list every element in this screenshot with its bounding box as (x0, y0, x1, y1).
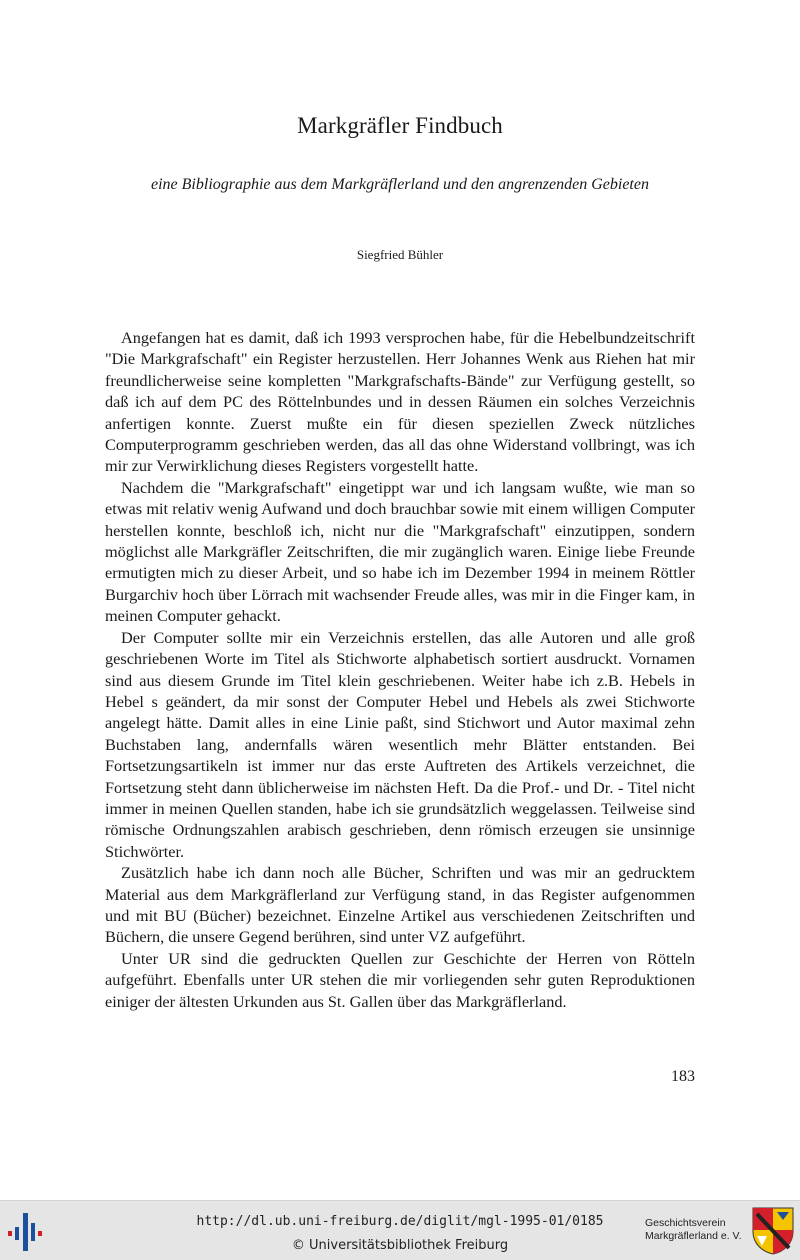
coat-of-arms-icon[interactable] (751, 1206, 795, 1256)
paragraph: Nachdem die "Markgrafschaft" eingetippt war und ich langsam wußte, wie man so etwas mit relativ wenig Aufwand und doch brauchbar sowie mit einem willigen Computer herstellen konnte, beschloß ich, nicht nur die "Markgrafschaft" einzutippen, sondern möglichst alle Markgräfler Zeitschriften, die mir zugänglich waren. Einige liebe Freunde ermutigten mich zu dieser Arbeit, und so habe ich im Dezember 1994 in meinem Röttler Burgarchiv hoch über Lörrach mit wachsender Freude alles, was mir in die Finger kam, in meinen Computer gehackt. (105, 477, 695, 626)
paragraph: Unter UR sind die gedruckten Quellen zur Geschichte der Herren von Rötteln aufgeführt. Ebenfalls unter UR stehen die mir vorliegenden sehr guten Reproduktionen einiger der ältesten Urkunden aus St. Gallen über das Markgräflerland. (105, 948, 695, 1011)
source-url-link[interactable]: http://dl.ub.uni-freiburg.de/diglit/mgl-1995-01/0185 (196, 1214, 604, 1229)
document-subtitle: eine Bibliographie aus dem Markgräflerland und den angrenzenden Gebieten (151, 176, 649, 193)
paragraph: Der Computer sollte mir ein Verzeichnis erstellen, das alle Autoren und alle groß geschriebenen Worte im Titel als Stichworte alphabetisch sortiert ausdruckt. Vornamen sind aus diesem Grunde im Titel klein geschriebenen. Weiter habe ich z.B. Hebels in Hebel s geändert, da mir sonst der Computer Hebel und Hebels als zwei Stichworte angelegt hätte. Damit alles in eine Linie paßt, sind Stichwort und Autor maximal zehn Buchstaben lang, andernfalls wären wesentlich mehr Blätter entstanden. Bei Fortsetzungsartikeln ist immer nur das erste Auftreten des Artikels verzeichnet, die Fortsetzung steht dann üblicherweise im nächsten Heft. Da die Prof.- und Dr. - Titel nicht immer in meinen Quellen standen, habe ich sie grundsätzlich weggelassen. Teilweise sind römische Ordnungszahlen arabisch geschrieben, denn römisch erzeugen sie unsinnige Stichwörter. (105, 627, 695, 861)
copyright-text: © Universitätsbibliothek Freiburg (291, 1238, 509, 1253)
association-line: Markgräflerland e. V. (645, 1230, 742, 1242)
paragraph: Zusätzlich habe ich dann noch alle Bücher, Schriften und was mir an gedrucktem Material aus dem Markgräflerland zur Verfügung stand, in das Register aufgenommen und mit BU (Bücher) bezeichnet. Einzelne Artikel aus verschiedenen Zeitschriften und Büchern, die unsere Gegend berühren, sind unter VZ aufgeführt. (105, 863, 695, 947)
footer-bar (0, 1200, 800, 1260)
document-title: Markgräfler Findbuch (297, 113, 503, 138)
page-number: 183 (671, 1068, 695, 1085)
association-line: Geschichtsverein (645, 1217, 726, 1229)
document-author: Siegfried Bühler (356, 247, 444, 262)
body-text (105, 327, 695, 1012)
association-name (645, 1217, 760, 1243)
paragraph: Angefangen hat es damit, daß ich 1993 versprochen habe, für die Hebelbundzeitschrift "Die Markgrafschaft" ein Register herzustellen. Herr Johannes Wenk aus Riehen hat mir freundlicherweise seine kompletten "Markgrafschafts-Bände" zur Verfügung gestellt, so daß ich auf dem PC des Röttelnbundes und in dessen Räumen ein solches Verzeichnis anfertigen konnte. Zuerst mußte ein für diesen speziellen Zweck nützliches Computerprogramm geschrieben werden, das all das ohne Widerstand vollbringt, was ich mir zur Verwirklichung dieses Registers vorgestellt hatte. (105, 328, 695, 476)
ub-freiburg-logo-icon[interactable] (6, 1209, 52, 1255)
